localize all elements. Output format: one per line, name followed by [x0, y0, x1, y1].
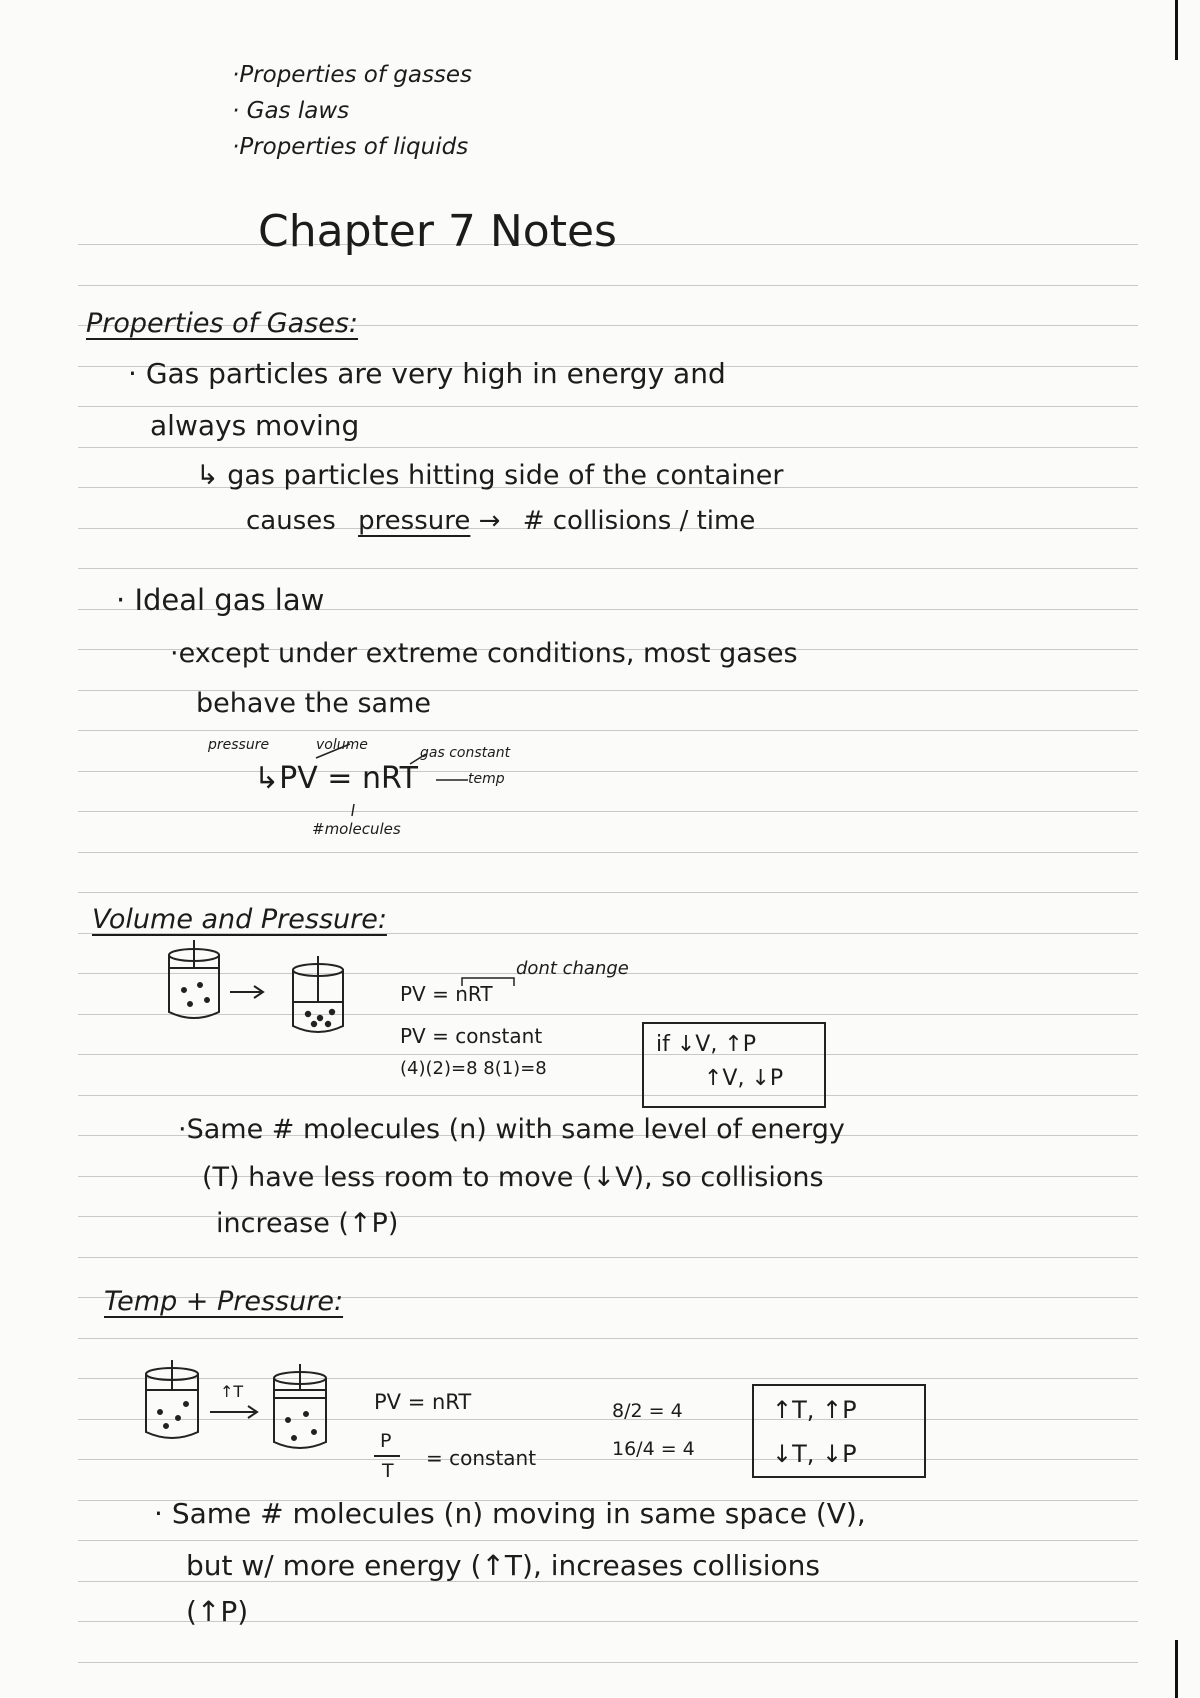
- cylinder-low-temp: [146, 1360, 198, 1438]
- tp-eq-1: PV = nRT: [374, 1390, 472, 1414]
- vp-expl-line-2: (T) have less room to move (↓V), so collisions: [202, 1162, 824, 1193]
- tp-frac-den: T: [382, 1460, 394, 1482]
- section-heading-gases: Properties of Gases:: [86, 308, 359, 339]
- tp-expl-line-3: (↑P): [186, 1595, 249, 1628]
- vp-box-line-1: if ↓V, ↑P: [656, 1032, 757, 1057]
- cylinder-high-temp: [274, 1364, 326, 1448]
- tp-frac-rest: = constant: [426, 1446, 537, 1470]
- topic-1: Properties of gasses: [239, 62, 473, 88]
- ideal-sub-line-2: behave the same: [196, 688, 431, 719]
- topic-bullet-2: · Gas laws: [232, 98, 350, 124]
- section-heading-temp-pressure: Temp + Pressure:: [104, 1286, 344, 1317]
- annotation-molecules: #molecules: [312, 820, 401, 838]
- vp-expl-line-1: ·Same # molecules (n) with same level of energy: [178, 1114, 845, 1145]
- topic-bullet-1: ·Properties of gasses: [232, 62, 473, 88]
- page-title: Chapter 7 Notes: [258, 206, 617, 257]
- vp-eq-3: (4)(2)=8 8(1)=8: [400, 1058, 547, 1079]
- vp-expl-line-3: increase (↑P): [216, 1208, 399, 1239]
- arrow-icon: [210, 1406, 257, 1418]
- arrow-icon: →: [478, 506, 509, 536]
- annotation-volume: volume: [316, 737, 368, 753]
- vp-eq-1: PV = nRT: [400, 982, 493, 1006]
- tp-box-line-1: ↑T, ↑P: [772, 1396, 857, 1424]
- tp-box-line-2: ↓T, ↓P: [772, 1440, 857, 1468]
- topic-3: Properties of liquids: [239, 134, 469, 160]
- annotation-pressure: pressure: [208, 737, 270, 753]
- topic-bullet-3: ·Properties of liquids: [232, 134, 469, 160]
- topic-2: Gas laws: [246, 98, 350, 124]
- gases-bullet-1-line-2: always moving: [150, 409, 360, 442]
- ideal-gas-law-bullet: · Ideal gas law: [116, 583, 325, 617]
- gases-sub-line-2: causes pressure → # collisions / time: [246, 506, 756, 536]
- tp-expl-line-2: but w/ more energy (↑T), increases collisions: [186, 1549, 820, 1582]
- section-heading-volume-pressure: Volume and Pressure:: [92, 904, 387, 935]
- ideal-gas-formula: ↳PV = nRT: [254, 761, 418, 796]
- vp-eq-1-note: dont change: [516, 958, 629, 979]
- pressure-term: pressure: [358, 506, 471, 536]
- gases-sub-line-1: ↳ gas particles hitting side of the container: [196, 460, 784, 491]
- tp-expl-line-1: · Same # molecules (n) moving in same space (V),: [154, 1497, 866, 1530]
- annotation-temp: temp: [468, 771, 505, 787]
- vp-box-line-2: ↑V, ↓P: [704, 1066, 784, 1091]
- gases-bullet-1-line-1: · Gas particles are very high in energy and: [128, 357, 726, 390]
- vp-eq-2: PV = constant: [400, 1024, 543, 1048]
- tp-calc-2: 16/4 = 4: [612, 1438, 695, 1460]
- annotation-gas-constant: gas constant: [420, 745, 511, 761]
- tp-calc-1: 8/2 = 4: [612, 1400, 683, 1422]
- tp-frac-num: P: [380, 1430, 392, 1452]
- tp-arrow-label: ↑T: [220, 1382, 244, 1401]
- ideal-sub-line-1: ·except under extreme conditions, most gases: [170, 638, 798, 669]
